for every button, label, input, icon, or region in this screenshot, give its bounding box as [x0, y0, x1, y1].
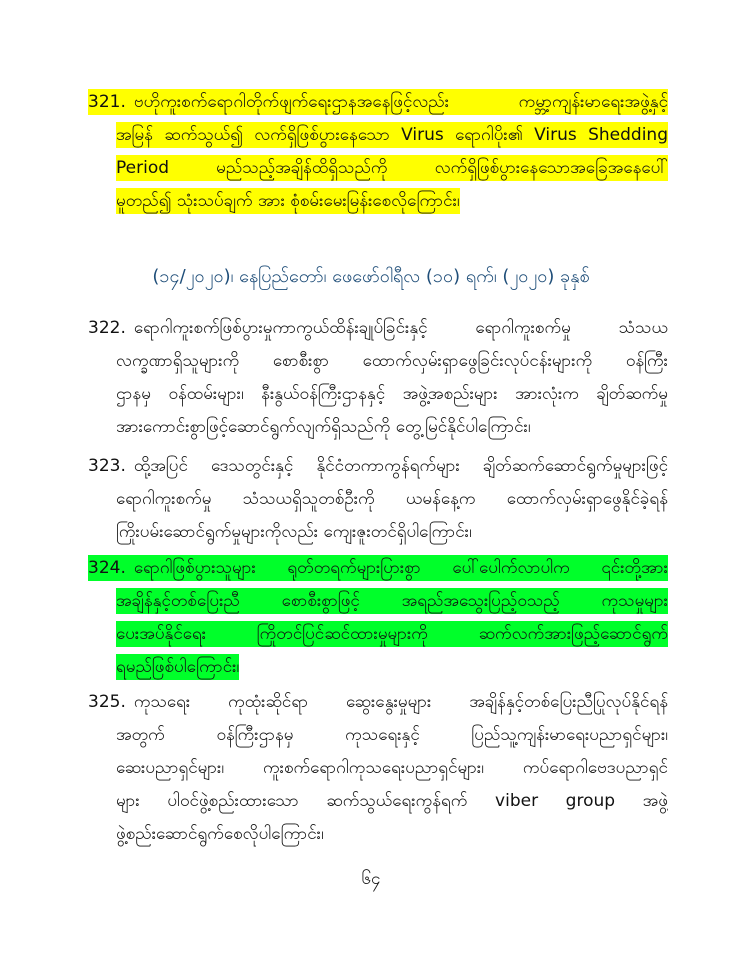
- paragraph-line: ရမည်ဖြစ်ပါကြောင်း၊: [88, 651, 668, 684]
- paragraph-line: Period မည်သည့်အချိန်ထိရှိသည်ကို လက်ရှိဖြစ်ပွားနေသောအခြေအနေပေါ်: [88, 152, 668, 185]
- page-number: ၆၄: [361, 869, 381, 889]
- paragraph-322: [88, 312, 668, 444]
- paragraph-325: [88, 686, 668, 851]
- paragraph-line: ပေးအပ်နိုင်ရေး ကြိုတင်ပြင်ဆင်ထားမှုများကို ဆက်လက်အားဖြည့်ဆောင်ရွက်: [88, 618, 668, 651]
- paragraph-line: လက္ခဏာရှိသူများကို စောစီးစွာ ထောက်လှမ်းရှာဖွေခြင်းလုပ်ငန်းများကို ဝန်ကြီး: [116, 351, 668, 371]
- paragraph-line: 325. ကုသရေး ကုထုံးဆိုင်ရာ ဆွေးနွေးမှုများ အချိန်နှင့်တစ်ပြေးညီပြုလုပ်နိုင်ရန်: [88, 692, 668, 712]
- paragraph-number: 324.: [88, 558, 126, 578]
- paragraph-line: 321. ဗဟိုကူးစက်ရောဂါတိုက်ဖျက်ရေးဌာနအနေဖြင့်လည်း ကမ္ဘာ့ကျန်းမာရေးအဖွဲ့နှင့်: [88, 86, 668, 119]
- paragraph-line: ရောဂါကူးစက်မှု သံသယရှိသူတစ်ဦးကို ယမန်နေ့က ထောက်လှမ်းရှာဖွေနိုင်ခဲ့ရန်: [116, 489, 668, 509]
- paragraph-line: ဌာနမှ ဝန်ထမ်းများ၊ နီးနွယ်ဝန်ကြီးဌာနနှင့် အဖွဲ့အစည်းများ အားလုံးက ချိတ်ဆက်မှု: [116, 384, 668, 404]
- paragraph-line: ကြိုးပမ်းဆောင်ရွက်မှုများကိုလည်း ကျေးဇူးတင်ရှိပါကြောင်း၊: [116, 522, 472, 542]
- paragraph-line: အမြန် ဆက်သွယ်၍ လက်ရှိဖြစ်ပွားနေသော Virus ရောဂါပိုး၏ Virus Shedding: [88, 119, 668, 152]
- paragraph-line: မူတည်၍ သုံးသပ်ချက် အား စုံစမ်းမေးမြန်းစေလိုကြောင်း၊: [88, 185, 668, 218]
- paragraph-line: ဆေးပညာရှင်များ၊ ကူးစက်ရောဂါကုသရေးပညာရှင်များ၊ ကပ်ရောဂါဗေဒပညာရှင်: [116, 758, 668, 778]
- paragraph-line: 323. ထို့အပြင် ဒေသတွင်းနှင့် နိုင်ငံတကာကွန်ရက်များ ချိတ်ဆက်ဆောင်ရွက်မှုများဖြင့်: [88, 456, 668, 476]
- paragraph-line: များ ပါဝင်ဖွဲ့စည်းထားသော ဆက်သွယ်ရေးကွန်ရက် viber group အဖွဲ့: [116, 791, 668, 811]
- paragraph-line: အားကောင်းစွာဖြင့်ဆောင်ရွက်လျက်ရှိသည်ကို တွေ့မြင်နိုင်ပါကြောင်း၊: [116, 417, 531, 437]
- paragraph-number: 323.: [88, 456, 126, 476]
- paragraph-line: 324. ရောဂါဖြစ်ပွားသူများ ရုတ်တရက်များပြားစွာ ပေါ်ပေါက်လာပါက ၎င်းတို့အား: [88, 552, 668, 585]
- paragraph-321: [88, 86, 668, 218]
- paragraph-line: အတွက် ဝန်ကြီးဌာနမှ ကုသရေးနှင့် ပြည်သူ့ကျန်းမာရေးပညာရှင်များ၊: [116, 725, 668, 745]
- paragraph-324: [88, 552, 668, 684]
- paragraph-line: ဖွဲ့စည်းဆောင်ရွက်စေလိုပါကြောင်း၊: [116, 824, 324, 844]
- section-heading: (၁၄/၂၀၂၀)၊ နေပြည်တော်၊ ဖေဖော်ဝါရီလ (၁၀) ရက်၊ (၂၀၂၀) ခုနှစ်: [152, 266, 590, 287]
- paragraph-line: အချိန်နှင့်တစ်ပြေးညီ စောစီးစွာဖြင့် အရည်အသွေးပြည့်ဝသည့် ကုသမှုများ: [88, 585, 668, 618]
- paragraph-number: 325.: [88, 692, 126, 712]
- paragraph-number: 322.: [88, 318, 126, 338]
- paragraph-number: 321.: [88, 92, 126, 112]
- paragraph-323: [88, 450, 668, 549]
- paragraph-line: 322. ရောဂါကူးစက်ဖြစ်ပွားမှုကာကွယ်ထိန်းချုပ်ခြင်းနှင့် ရောဂါကူးစက်မှု သံသယ: [88, 318, 668, 338]
